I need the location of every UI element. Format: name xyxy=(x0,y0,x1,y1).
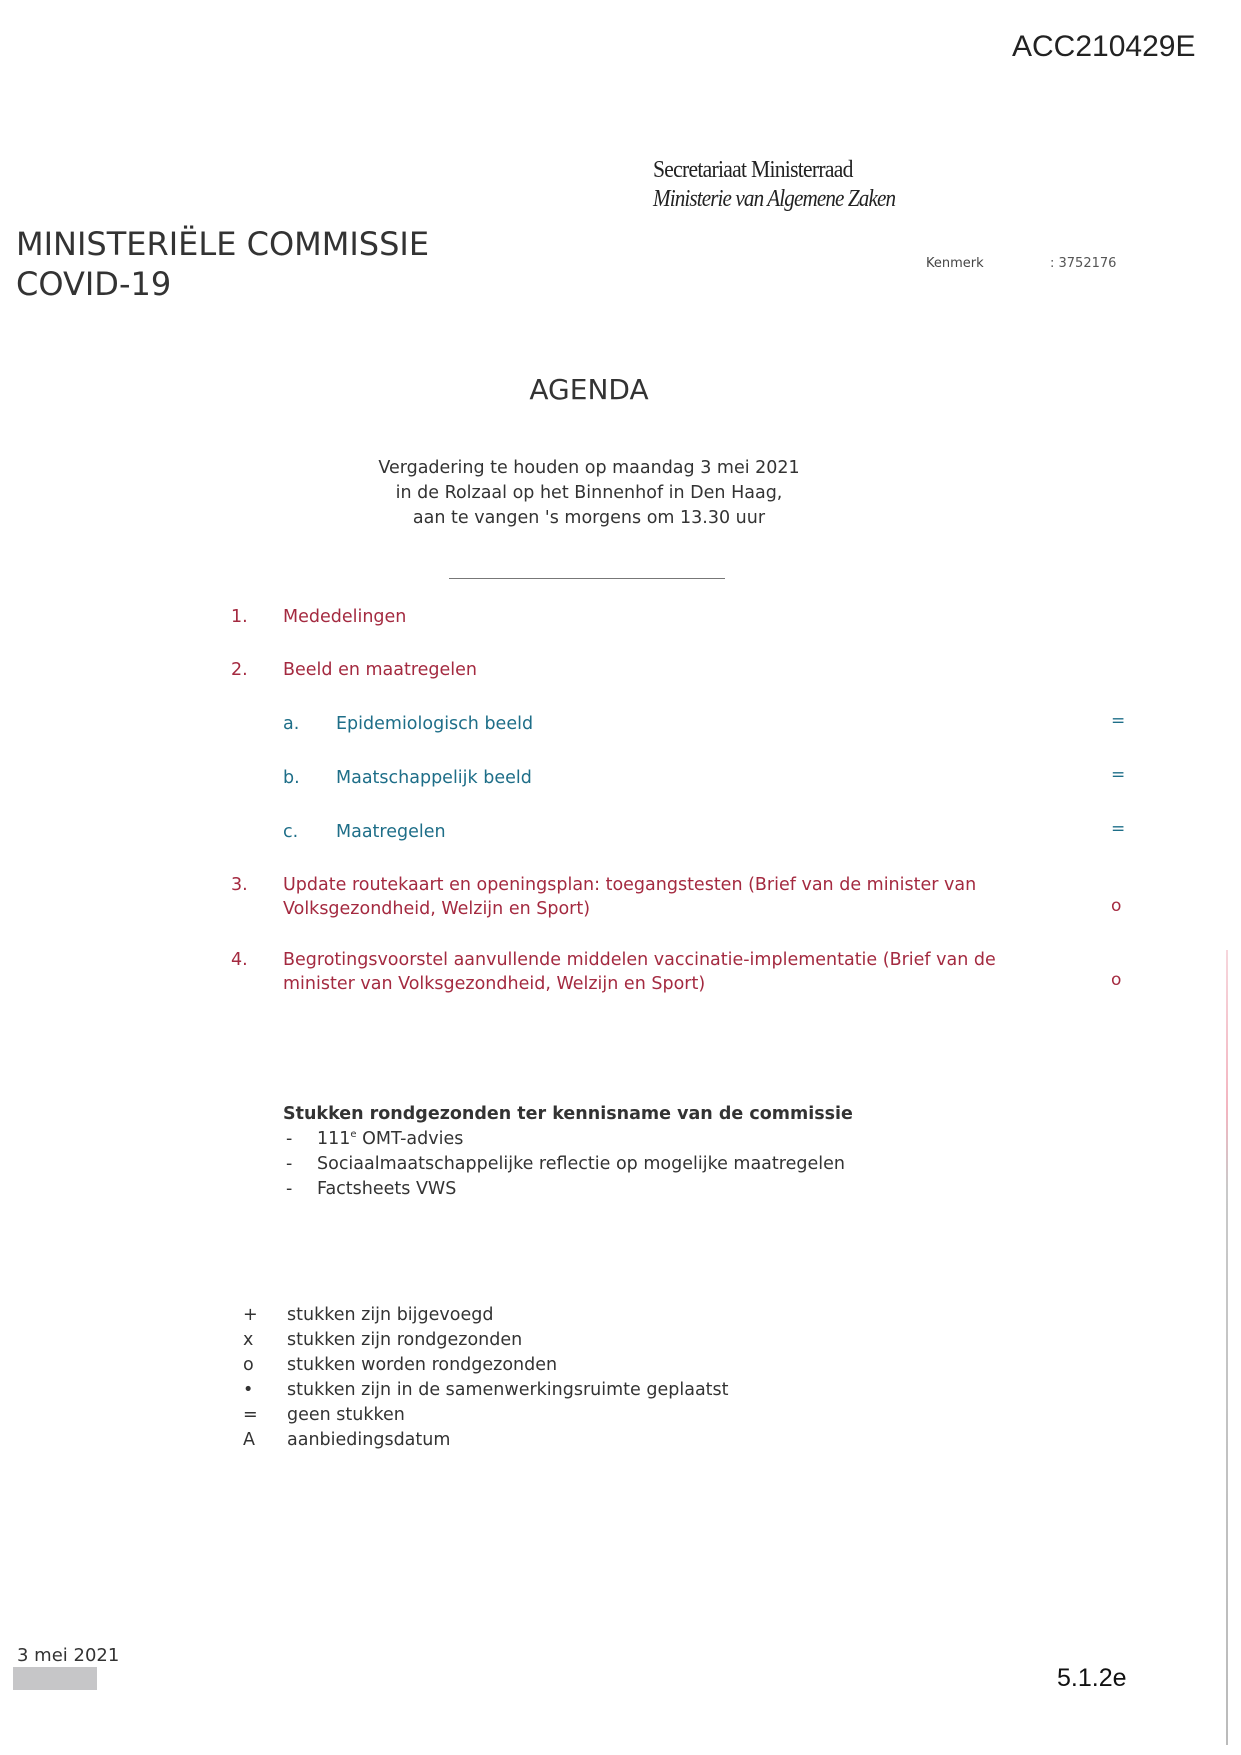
committee-title-line1: MINISTERIËLE COMMISSIE xyxy=(16,225,430,263)
list-bullet: - xyxy=(286,1154,293,1174)
legend-text: stukken zijn rondgezonden xyxy=(287,1330,523,1350)
legend-symbol: o xyxy=(243,1355,254,1375)
meeting-line-3: aan te vangen 's morgens om 13.30 uur xyxy=(412,508,766,528)
ordinal-suffix: e xyxy=(350,1129,357,1141)
document-id: ACC210429E xyxy=(1012,30,1196,63)
item-number: 4. xyxy=(231,950,248,970)
footer-date: 3 mei 2021 xyxy=(17,1645,120,1666)
agenda-item-title-line1: Begrotingsvoorstel aanvullende middelen vaccinatie-implementatie (Brief van de xyxy=(283,950,996,970)
list-bullet: - xyxy=(286,1129,293,1149)
page-title: AGENDA xyxy=(529,373,649,406)
subitem-letter: a. xyxy=(283,714,300,734)
reference-value: : 3752176 xyxy=(1050,256,1117,271)
subitem-letter: b. xyxy=(283,768,300,788)
subitem-title: Maatschappelijk beeld xyxy=(336,768,532,788)
legend-text: stukken worden rondgezonden xyxy=(287,1355,558,1375)
legend-symbol: + xyxy=(243,1305,258,1325)
meeting-line-2: in de Rolzaal op het Binnenhof in Den Haag, xyxy=(395,483,783,503)
item-number: 2. xyxy=(231,660,248,680)
agenda-item-title-line2: minister van Volksgezondheid, Welzijn en Sport) xyxy=(283,974,706,994)
ministry-name: Ministerie van Algemene Zaken xyxy=(653,186,896,212)
item-text-rest: OMT-advies xyxy=(356,1129,464,1149)
divider xyxy=(449,578,725,579)
subitem-title: Epidemiologisch beeld xyxy=(336,714,534,734)
redaction-box xyxy=(13,1667,97,1690)
no-documents-marker: = xyxy=(1111,765,1126,785)
scan-edge-line xyxy=(1226,950,1228,1745)
documents-to-be-circulated-marker: o xyxy=(1111,970,1122,990)
legend-symbol: A xyxy=(243,1430,255,1450)
organisation-name: Secretariaat Ministerraad xyxy=(653,157,853,183)
committee-title-line2: COVID-19 xyxy=(16,265,172,303)
redaction-code: 5.1.2e xyxy=(1057,1664,1127,1692)
item-text: 111 xyxy=(317,1129,351,1149)
circulated-documents-heading: Stukken rondgezonden ter kennisname van de commissie xyxy=(283,1104,853,1124)
legend-text: stukken zijn in de samenwerkingsruimte geplaatst xyxy=(287,1380,729,1400)
list-bullet: - xyxy=(286,1179,293,1199)
legend-symbol: = xyxy=(243,1405,258,1425)
circulated-document-item: Factsheets VWS xyxy=(317,1179,457,1199)
subitem-title: Maatregelen xyxy=(336,822,446,842)
legend-symbol: • xyxy=(243,1380,254,1400)
agenda-item-title-line1: Update routekaart en openingsplan: toegangstesten (Brief van de minister van xyxy=(283,875,977,895)
agenda-item-title: Mededelingen xyxy=(283,607,407,627)
no-documents-marker: = xyxy=(1111,711,1126,731)
no-documents-marker: = xyxy=(1111,819,1126,839)
subitem-letter: c. xyxy=(283,822,299,842)
item-number: 1. xyxy=(231,607,248,627)
meeting-line-1: Vergadering te houden op maandag 3 mei 2021 xyxy=(378,458,800,478)
legend-text: aanbiedingsdatum xyxy=(287,1430,451,1450)
documents-to-be-circulated-marker: o xyxy=(1111,896,1122,916)
legend-text: stukken zijn bijgevoegd xyxy=(287,1305,494,1325)
item-number: 3. xyxy=(231,875,248,895)
reference-label: Kenmerk xyxy=(926,256,984,271)
circulated-document-item xyxy=(317,1129,463,1149)
legend-text: geen stukken xyxy=(287,1405,405,1425)
legend-symbol: x xyxy=(243,1330,254,1350)
agenda-item-title-line2: Volksgezondheid, Welzijn en Sport) xyxy=(283,899,591,919)
agenda-item-title: Beeld en maatregelen xyxy=(283,660,478,680)
circulated-document-item: Sociaalmaatschappelijke reflectie op mogelijke maatregelen xyxy=(317,1154,845,1174)
